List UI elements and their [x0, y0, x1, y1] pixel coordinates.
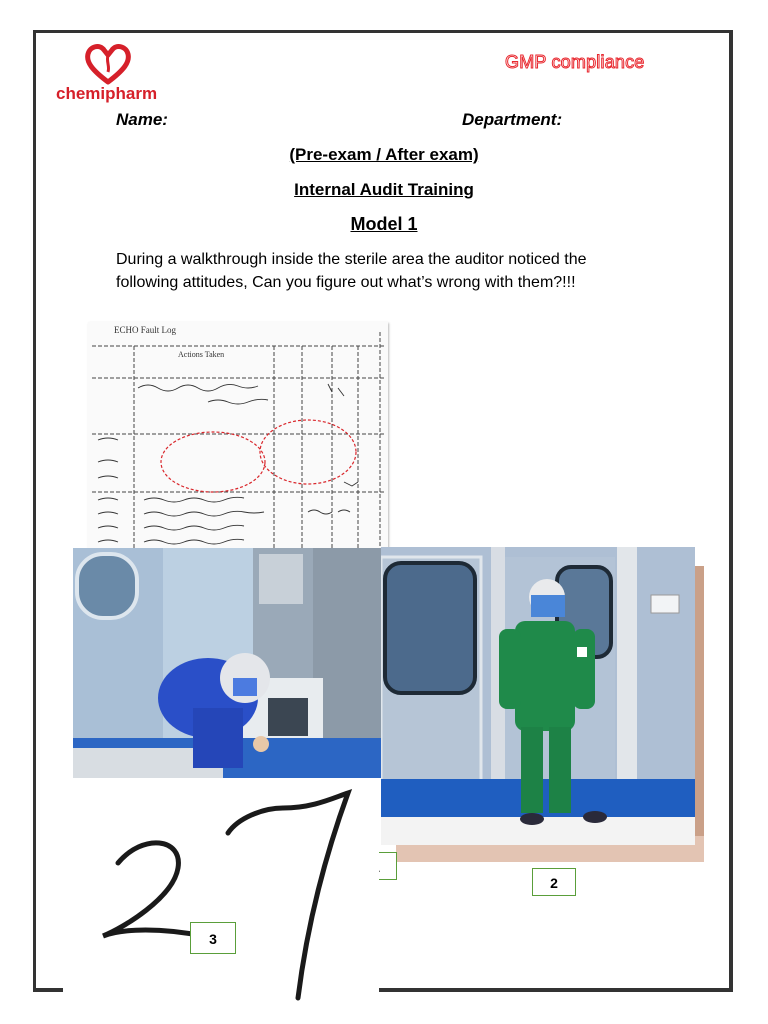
- heart-logo-icon: [84, 42, 132, 86]
- photo-number-3: 3: [190, 922, 236, 954]
- fault-log-sheet-image: [88, 322, 388, 550]
- photo-number-2: 2: [532, 868, 576, 896]
- course-title: Internal Audit Training: [294, 180, 474, 199]
- handwriting-27-image: [63, 778, 379, 1006]
- log-title: ECHO Fault Log: [114, 325, 176, 335]
- log-column-header: Actions Taken: [178, 350, 225, 359]
- exam-type-title: (Pre-exam / After exam): [289, 145, 479, 164]
- cleanroom-scene-2-image: [381, 547, 695, 845]
- brand-name: chemipharm: [56, 84, 158, 103]
- chemipharm-logo: [52, 42, 162, 104]
- name-label: Name:: [116, 110, 168, 129]
- gmp-compliance-title: GMP compliance: [505, 52, 645, 72]
- instructions-paragraph: During a walkthrough inside the sterile area the auditor noticed the following attitudes, Can you figure out what’s wrong with them?!!!: [116, 251, 587, 291]
- photo-green-coverall-worker: [381, 547, 695, 845]
- fault-log-photo: [88, 322, 388, 550]
- department-label: Department:: [462, 110, 563, 129]
- model-title: Model 1: [350, 214, 418, 234]
- photo-handwritten-digits: [63, 778, 379, 1006]
- cleanroom-scene-1-image: [73, 548, 381, 778]
- photo-blue-coverall-worker: [73, 548, 381, 778]
